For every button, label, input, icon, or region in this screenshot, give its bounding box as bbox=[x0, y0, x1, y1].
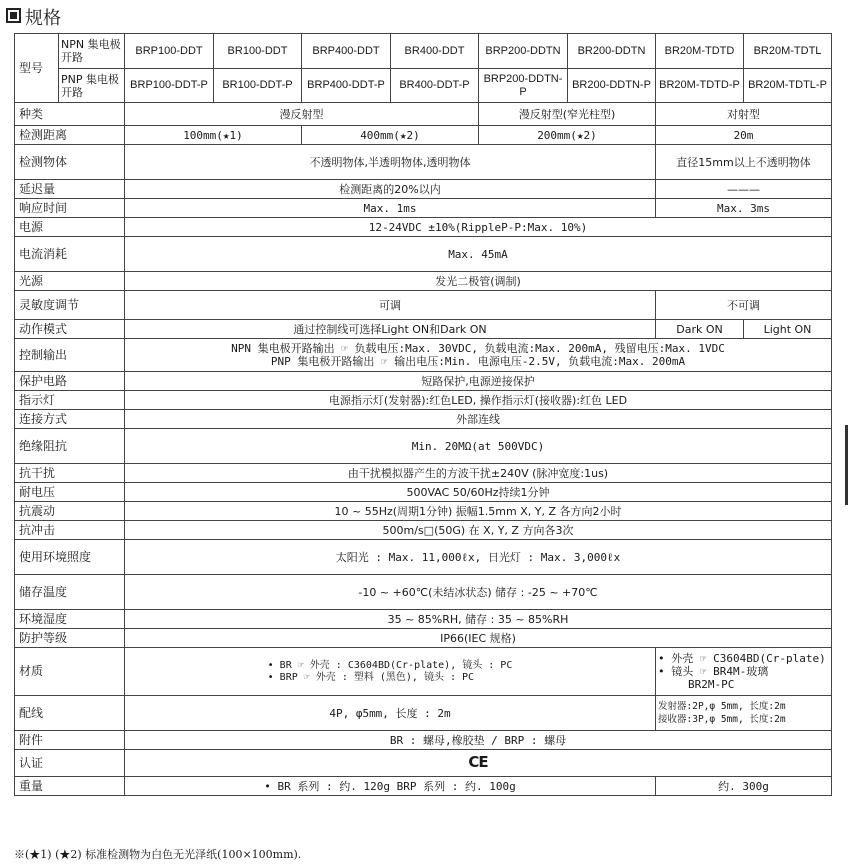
value-cell: 400mm(★2) bbox=[302, 126, 479, 145]
row-indicator bbox=[15, 391, 832, 410]
row-sensitivity bbox=[15, 291, 832, 320]
wiring-receiver-line: 接收器:3P,φ 5mm, 长度:2m bbox=[658, 714, 786, 725]
value-cell: Light ON bbox=[744, 320, 832, 339]
material-lens-line: • 镜头 ☞ BR4M-玻璃 bbox=[658, 665, 769, 678]
row-label: 认证 bbox=[15, 750, 125, 777]
value-cell: 由干扰模拟器产生的方波干扰±240V (脉冲宽度:1us) bbox=[125, 464, 832, 483]
row-insulation bbox=[15, 429, 832, 464]
row-label: 附件 bbox=[15, 731, 125, 750]
model-cell: BR100-DDT bbox=[214, 34, 302, 69]
value-cell: Max. 3ms bbox=[656, 199, 832, 218]
row-label: 延迟量 bbox=[15, 180, 125, 199]
model-cell: BR20M-TDTD bbox=[656, 34, 744, 69]
row-ip bbox=[15, 629, 832, 648]
row-label: 种类 bbox=[15, 103, 125, 126]
npn-label: NPN 集电极开路 bbox=[59, 34, 125, 69]
row-label: 配线 bbox=[15, 696, 125, 731]
square-bullet-icon bbox=[6, 8, 21, 23]
value-cell: 20m bbox=[656, 126, 832, 145]
section-title: 规格 bbox=[6, 4, 61, 30]
value-cell: 漫反射型(窄光柱型) bbox=[479, 103, 656, 126]
output-npn-line: NPN 集电极开路输出 ☞ 负载电压:Max. 30VDC, 负载电流:Max. 200mA, 残留电压:Max. 1VDC bbox=[231, 342, 725, 355]
model-cell: BR20M-TDTD-P bbox=[656, 69, 744, 103]
model-cell: BR200-DDTN bbox=[568, 34, 656, 69]
pnp-row bbox=[15, 69, 832, 103]
model-cell: BRP200-DDTN bbox=[479, 34, 568, 69]
row-illumination bbox=[15, 540, 832, 575]
material-housing-line: • 外壳 ☞ C3604BD(Cr-plate) bbox=[658, 652, 826, 665]
row-label: 检测物体 bbox=[15, 145, 125, 180]
row-connection bbox=[15, 410, 832, 429]
row-withstand bbox=[15, 483, 832, 502]
row-material bbox=[15, 648, 832, 696]
row-light bbox=[15, 272, 832, 291]
row-label: 绝缘阻抗 bbox=[15, 429, 125, 464]
row-label: 光源 bbox=[15, 272, 125, 291]
value-cell: 太阳光 : Max. 11,000ℓx, 日光灯 : Max. 3,000ℓx bbox=[125, 540, 832, 575]
row-label: 灵敏度调节 bbox=[15, 291, 125, 320]
row-label: 动作模式 bbox=[15, 320, 125, 339]
value-cell: Min. 20MΩ(at 500VDC) bbox=[125, 429, 832, 464]
row-label: 抗干扰 bbox=[15, 464, 125, 483]
row-type bbox=[15, 103, 832, 126]
value-cell: 直径15mm以上不透明物体 bbox=[656, 145, 832, 180]
row-power bbox=[15, 218, 832, 237]
model-cell: BR20M-TDTL-P bbox=[744, 69, 832, 103]
value-cell: 500m/s□(50G) 在 X, Y, Z 方向各3次 bbox=[125, 521, 832, 540]
value-cell: 电源指示灯(发射器):红色LED, 操作指示灯(接收器):红色 LED bbox=[125, 391, 832, 410]
row-wiring bbox=[15, 696, 832, 731]
value-cell: 不透明物体,半透明物体,透明物体 bbox=[125, 145, 656, 180]
value-cell: Max. 1ms bbox=[125, 199, 656, 218]
row-mode bbox=[15, 320, 832, 339]
value-cell: IP66(IEC 规格) bbox=[125, 629, 832, 648]
model-cell: BR20M-TDTL bbox=[744, 34, 832, 69]
material-lens-line-2: BR2M-PC bbox=[688, 678, 735, 691]
output-pnp-line: PNP 集电极开路输出 ☞ 输出电压:Min. 电源电压-2.5V, 负载电流:Max. 200mA bbox=[270, 355, 686, 368]
row-humidity bbox=[15, 610, 832, 629]
row-cert bbox=[15, 750, 832, 777]
value-cell: 35 ~ 85%RH, 储存 : 35 ~ 85%RH bbox=[125, 610, 832, 629]
value-cell: -10 ~ +60℃(未结冰状态) 储存 : -25 ~ +70℃ bbox=[125, 575, 832, 610]
row-label: 连接方式 bbox=[15, 410, 125, 429]
material-br-line: • BR ☞ 外壳 : C3604BD(Cr-plate), 镜头 : PC bbox=[267, 659, 513, 671]
row-label: 环境湿度 bbox=[15, 610, 125, 629]
footnote: ※(★1) (★2) 标准检测物为白色无光泽纸(100×100mm). bbox=[14, 848, 302, 861]
value-cell: • BR 系列 : 约. 120g BRP 系列 : 约. 100g bbox=[125, 777, 656, 796]
row-label: 重量 bbox=[15, 777, 125, 796]
row-distance bbox=[15, 126, 832, 145]
model-cell: BR400-DDT-P bbox=[391, 69, 479, 103]
value-cell: 500VAC 50/60Hz持续1分钟 bbox=[125, 483, 832, 502]
npn-row bbox=[15, 34, 832, 69]
row-object bbox=[15, 145, 832, 180]
row-current bbox=[15, 237, 832, 272]
row-label: 耐电压 bbox=[15, 483, 125, 502]
value-cell: 漫反射型 bbox=[125, 103, 479, 126]
model-cell: BR200-DDTN-P bbox=[568, 69, 656, 103]
model-cell: BR400-DDT bbox=[391, 34, 479, 69]
value-cell: Max. 45mA bbox=[125, 237, 832, 272]
row-label: 防护等级 bbox=[15, 629, 125, 648]
model-cell: BRP400-DDT-P bbox=[302, 69, 391, 103]
row-protection bbox=[15, 372, 832, 391]
value-cell: BR : 螺母,橡胶垫 / BRP : 螺母 bbox=[125, 731, 832, 750]
value-cell: Dark ON bbox=[656, 320, 744, 339]
row-label: 抗震动 bbox=[15, 502, 125, 521]
value-cell: 检测距离的20%以内 bbox=[125, 180, 656, 199]
value-cell: 10 ~ 55Hz(周期1分钟) 振幅1.5mm X, Y, Z 各方向2小时 bbox=[125, 502, 832, 521]
row-label: 电流消耗 bbox=[15, 237, 125, 272]
row-label: 抗冲击 bbox=[15, 521, 125, 540]
row-label: 响应时间 bbox=[15, 199, 125, 218]
value-cell: 4P, φ5mm, 长度 : 2m bbox=[125, 696, 656, 731]
wiring-emitter-line: 发射器:2P,φ 5mm, 长度:2m bbox=[658, 701, 786, 712]
value-cell: 通过控制线可选择Light ON和Dark ON bbox=[125, 320, 656, 339]
row-label: 指示灯 bbox=[15, 391, 125, 410]
row-weight bbox=[15, 777, 832, 796]
row-label: 控制输出 bbox=[15, 339, 125, 372]
row-shock bbox=[15, 521, 832, 540]
value-cell: 外部连线 bbox=[125, 410, 832, 429]
model-cell: BRP100-DDT-P bbox=[125, 69, 214, 103]
value-cell: 不可调 bbox=[656, 291, 832, 320]
spec-table bbox=[14, 33, 832, 796]
value-cell: 对射型 bbox=[656, 103, 832, 126]
row-hysteresis bbox=[15, 180, 832, 199]
value-cell: 可调 bbox=[125, 291, 656, 320]
row-response bbox=[15, 199, 832, 218]
value-cell: 200mm(★2) bbox=[479, 126, 656, 145]
row-label: 电源 bbox=[15, 218, 125, 237]
value-cell: 短路保护,电源逆接保护 bbox=[125, 372, 832, 391]
value-cell: ——— bbox=[656, 180, 832, 199]
row-vibration bbox=[15, 502, 832, 521]
row-label: 检测距离 bbox=[15, 126, 125, 145]
row-label: 使用环境照度 bbox=[15, 540, 125, 575]
ce-mark-icon: CE bbox=[468, 753, 488, 771]
value-cell: 12-24VDC ±10%(RippleP-P:Max. 10%) bbox=[125, 218, 832, 237]
value-cell: 约. 300g bbox=[656, 777, 832, 796]
row-noise bbox=[15, 464, 832, 483]
row-label: 储存温度 bbox=[15, 575, 125, 610]
row-label: 材质 bbox=[15, 648, 125, 696]
pnp-label: PNP 集电极开路 bbox=[59, 69, 125, 103]
model-label: 型号 bbox=[15, 34, 59, 103]
row-output bbox=[15, 339, 832, 372]
model-cell: BRP400-DDT bbox=[302, 34, 391, 69]
model-cell: BR100-DDT-P bbox=[214, 69, 302, 103]
row-accessory bbox=[15, 731, 832, 750]
value-cell: 发光二极管(调制) bbox=[125, 272, 832, 291]
value-cell: 100mm(★1) bbox=[125, 126, 302, 145]
row-storage bbox=[15, 575, 832, 610]
model-cell: BRP200-DDTN-P bbox=[479, 69, 568, 103]
row-label: 保护电路 bbox=[15, 372, 125, 391]
material-brp-line: • BRP ☞ 外壳 : 塑料 (黑色), 镜头 : PC bbox=[267, 671, 475, 683]
model-cell: BRP100-DDT bbox=[125, 34, 214, 69]
